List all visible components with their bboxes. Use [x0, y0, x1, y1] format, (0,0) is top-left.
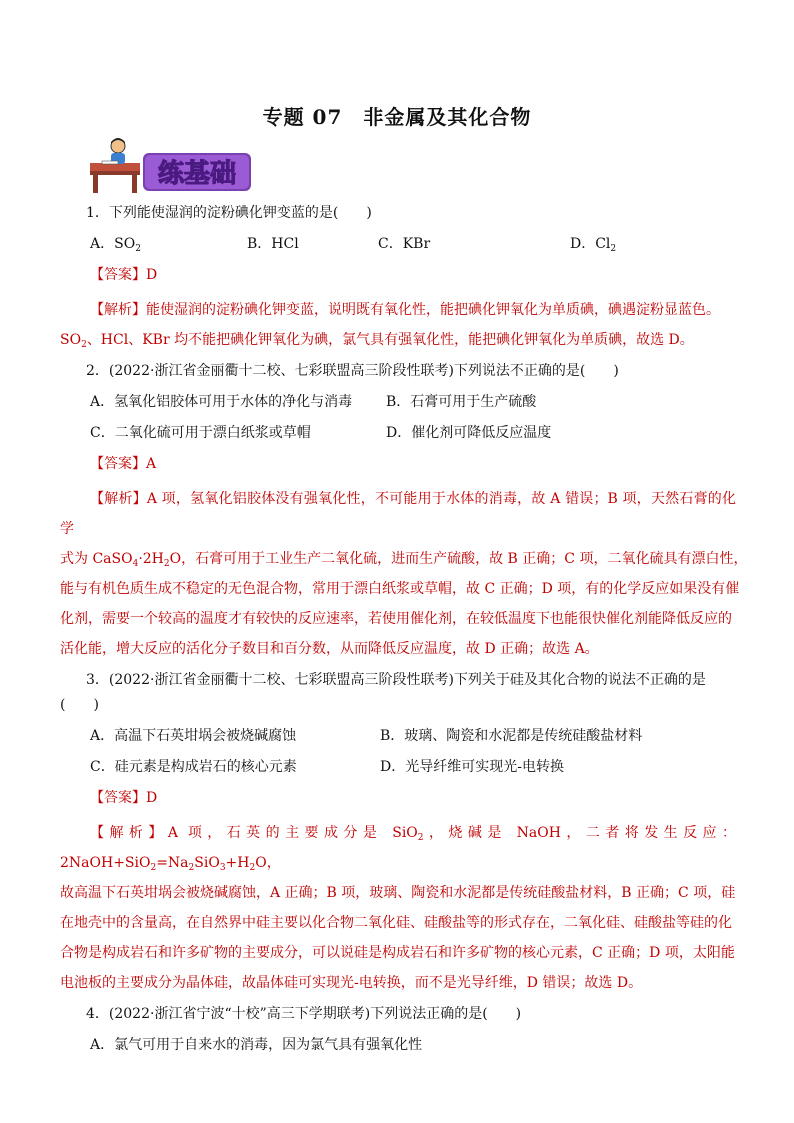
question-3-options-row-2 [60, 756, 736, 778]
question-2-explanation-line-5: 活化能，增大反应的活化分子数目和百分数，从而降低反应温度，故 D 正确；故选 A。 [60, 641, 599, 657]
option-d: D．光导纤维可实现光-电转换 [380, 759, 564, 775]
option-c: C．二氧化硫可用于漂白纸浆或草帽 [90, 425, 311, 441]
student-desk-icon [88, 137, 254, 195]
option-c: C．KBr [378, 236, 431, 252]
option-a: A．高温下石英坩埚会被烧碱腐蚀 [90, 728, 297, 744]
option-b: B．HCl [247, 236, 299, 252]
question-3-options-row-1 [60, 725, 736, 747]
question-3-answer: 【答案】D [90, 790, 158, 806]
question-3-explanation-line-4: 合物是构成岩石和许多矿物的主要成分，可以说硅是构成岩石和许多矿物的核心元素，C 正确；D 项，太阳能 [60, 945, 735, 961]
practice-basics-logo [88, 137, 254, 195]
option-a: A．$SO_2$ [90, 236, 141, 254]
option-b: B．石膏可用于生产硫酸 [386, 394, 537, 410]
question-2-stem: 2．(2022·浙江省金丽衢十二校、七彩联盟高三阶段性联考)下列说法不正确的是( ) [86, 363, 619, 379]
logo-text: 练基础 [157, 159, 237, 189]
option-a: A．氢氧化铝胶体可用于水体的净化与消毒 [90, 394, 353, 410]
question-1-stem: 1．下列能使湿润的淀粉碘化钾变蓝的是( ) [86, 205, 372, 221]
option-c: C．硅元素是构成岩石的核心元素 [90, 759, 297, 775]
question-3-explanation-line-3: 在地壳中的含量高，在自然界中硅主要以化合物二氧化硅、硅酸盐等的形式存在，二氧化硅、硅酸盐等硅的化 [60, 915, 732, 931]
option-d: D．$Cl_2$ [570, 236, 617, 254]
question-4-option-a: A．氯气可用于自来水的消毒，因为氯气具有强氧化性 [90, 1037, 423, 1053]
question-2-explanation-line-4: 化剂，需要一个较高的温度才有较快的反应速率，若使用催化剂，在较低温度下也能很快催化剂能降低反应的 [60, 611, 732, 627]
question-3-explanation-line-5: 电池板的主要成分为晶体硅，故晶体硅可实现光-电转换，而不是光导纤维，D 错误；故选 D。 [60, 975, 643, 991]
question-2-answer: 【答案】A [90, 456, 157, 472]
question-3-stem-cont: ( ) [60, 697, 99, 713]
document-content [60, 202, 748, 1065]
option-d: D．催化剂可降低反应温度 [386, 425, 552, 441]
option-b: B．玻璃、陶瓷和水泥都是传统硅酸盐材料 [380, 728, 643, 744]
question-2-explanation-line-3: 能与有机色质生成不稳定的无色混合物，常用于漂白纸浆或草帽，故 C 正确；D 项，有的化学反应如果没有催 [60, 581, 740, 597]
question-3-explanation: 【解析】A 项，石英的主要成分是 SiO$_2$，烧碱是 NaOH，二者将发生反应：$2NaOH+SiO_2=Na_2SiO_3+H_2O$， [60, 825, 737, 873]
question-1-options [60, 233, 736, 255]
question-3-stem: 3．(2022·浙江省金丽衢十二校、七彩联盟高三阶段性联考)下列关于硅及其化合物的说法不正确的是 [86, 672, 706, 688]
question-2-explanation: 【解析】A 项，氢氧化铝胶体没有强氧化性，不可能用于水体的消毒，故 A 错误；B 项，天然石膏的化学 [60, 491, 737, 537]
question-4-stem: 4．(2022·浙江省宁波“十校”高三下学期联考)下列说法正确的是( ) [86, 1006, 522, 1022]
question-1-explanation-cont: $SO_2$、HCl、KBr 均不能把碘化钾氧化为碘，氯气具有强氧化性，能把碘化钾氧化为单质碘，故选 D。 [60, 332, 694, 350]
page-title: 专题 07 非金属及其化合物 [262, 105, 532, 129]
question-1-answer: 【答案】D [90, 267, 158, 283]
question-2-options-row-2 [60, 422, 736, 444]
question-2-explanation-line-2: 式为 $CaSO_4\cdot 2H_2O$，石膏可用于工业生产二氧化硫，进而生产硫酸，故 B 正确；C 项，二氧化硫具有漂白性， [60, 551, 748, 569]
question-2-options-row-1 [60, 391, 736, 413]
question-3-explanation-line-2: 故高温下石英坩埚会被烧碱腐蚀，A 正确；B 项，玻璃、陶瓷和水泥都是传统硅酸盐材料，B 正确；C 项，硅 [60, 885, 736, 901]
question-1-explanation: 【解析】能使湿润的淀粉碘化钾变蓝，说明既有氧化性，能把碘化钾氧化为单质碘，碘遇淀粉显蓝色。 [90, 302, 720, 318]
